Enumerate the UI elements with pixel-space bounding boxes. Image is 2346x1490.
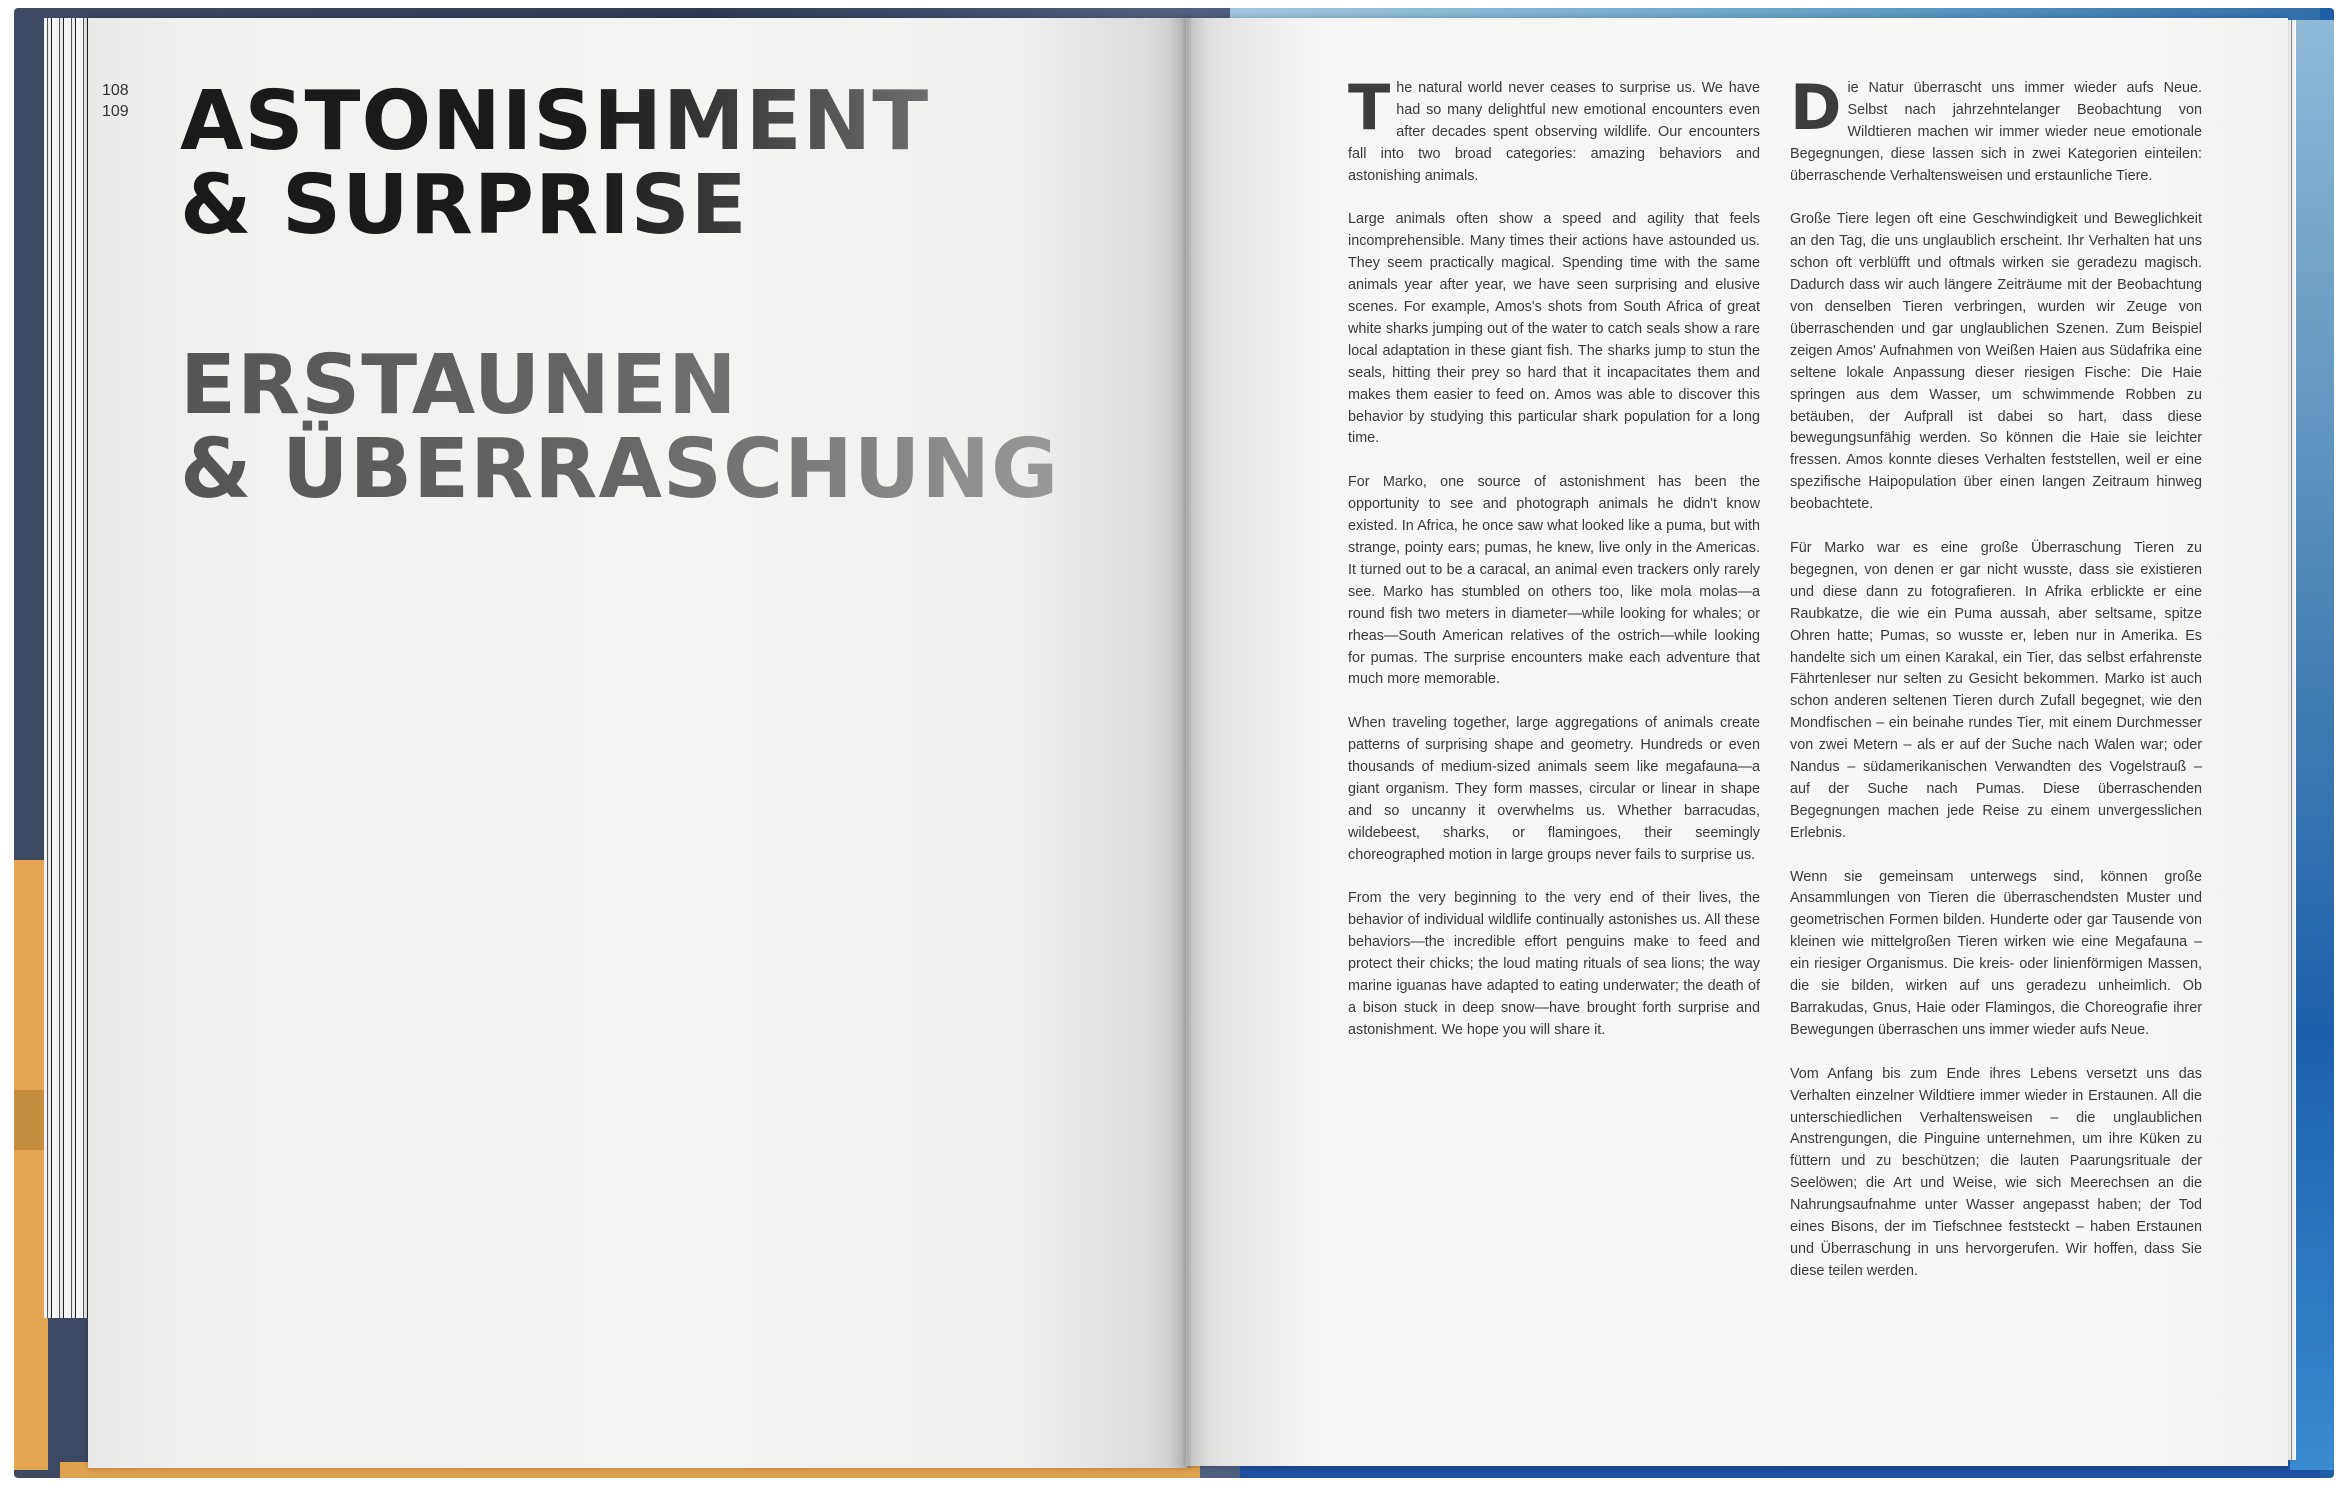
- title-line: ASTONISHMENT: [180, 74, 930, 169]
- title-line: & ÜBERRASCHUNG: [180, 422, 1060, 517]
- cover-bottom-edge-right: [1240, 1466, 2320, 1478]
- paragraph: [1348, 71, 1760, 188]
- paragraph: When traveling together, large aggregations of animals create patterns of surprising shape and geometry. Hundreds or even thousands of medium-sized animals seem like megafauna—a giant organism. They form masses, circular or linear in shape and so uncanny it overwhelms us. Whether barracudas, wildebeest, sharks, or flamingoes, their seemingly choreographed motion in large groups never fails to surprise us.: [1348, 715, 1760, 863]
- paragraph: For Marko, one source of astonishment has been the opportunity to see and photograph animals he didn't know existed. In Africa, he once saw what looked like a puma, but with strange, pointy ears; pumas, he knew, live only in the Americas. It turned out to be a caracal, an animal even trackers only rarely see. Marko has stumbled on others too, like mola molas—a round fish two meters in diameter—while looking for whales; or rheas—South American relatives of the ostrich—while looking for pumas. The surprise encounters make each adventure that much more memorable.: [1348, 474, 1760, 688]
- paragraph: Vom Anfang bis zum Ende ihres Lebens versetzt uns das Verhalten einzelner Wildtiere immer wieder in Erstaunen. All die unterschiedlichen Verhaltensweisen – die unglaublichen Anstrengungen, die Pinguine unternehmen, um ihre Küken zu füttern und zu beschützen; die lauten Paarungsrituale der Seelöwen; die Art und Weise, wie sich Meerechsen an die Nahrungsaufnahme unter Wasser angepasst haben; der Tod eines Bisons, der im Tiefschnee feststeckt – haben Erstaunen und Überraschung in uns hervorgerufen. Wir hoffen, dass Sie diese teilen werden.: [1790, 1065, 2202, 1279]
- spine-gutter: [1168, 18, 1208, 1468]
- paragraph: Large animals often show a speed and agility that feels incomprehensible. Many times their actions have astounded us. They seem practically magical. Spending time with the same animals year after year, we have seen surprising and elusive scenes. For example, Amos's shots from South Africa of great white sharks jumping out of the water to catch seals show a rare local adaptation in these giant fish. The sharks jump to stun the seals, hitting their prey so hard that it incapacitates them and makes them easier to feed on. Amos was able to discover this behavior by studying this particular shark population for a long time.: [1348, 211, 1760, 447]
- chapter-title-english: [180, 74, 930, 253]
- title-line: ERSTAUNEN: [180, 338, 738, 433]
- paragraph-text: he natural world never ceases to surprise us. We have had so many delightful new emotional encounters even after decades spent observing wildlife. Our encounters fall into two broad categories: amazing behaviors and astonishing animals.: [1348, 80, 1760, 184]
- drop-cap: D: [1790, 71, 1842, 144]
- cover-orange-band-dark: [14, 1090, 48, 1150]
- page-number-left: 108: [102, 82, 129, 99]
- german-text-column: [1790, 71, 2202, 1305]
- drop-cap: T: [1348, 71, 1391, 144]
- chapter-title-german: [180, 338, 1060, 517]
- cover-right-edge: [2290, 20, 2334, 1470]
- cover-orange-band: [14, 860, 48, 1470]
- page-edges-left: [44, 18, 92, 1318]
- paragraph: Wenn sie gemeinsam unterwegs sind, können große Ansammlungen von Tieren die überraschendsten Muster und geometrischen Formen bilden. Hunderte oder gar Tausende von kleinen wie mittelgroßen Tieren wirken wie eine Megafauna – ein riesiger Organismus. Die kreis- oder linienförmigen Massen, die sie bilden, wirken auf uns geradezu unheimlich. Ob Barrakudas, Gnus, Haie oder Flamingos, die Choreografie ihrer Bewegungen überraschen uns immer wieder aufs Neue.: [1790, 868, 2202, 1038]
- title-line: & SURPRISE: [180, 158, 748, 253]
- paragraph-text: ie Natur überrascht uns immer wieder aufs Neue. Selbst nach jahrzehntelanger Beobachtung von Wildtieren machen wir immer wieder neue emotionale Begegnungen, diese lassen sich in zwei Kategorien einteilen: überraschende Verhaltensweisen und erstaunliche Tiere.: [1790, 80, 2202, 184]
- paragraph: From the very beginning to the very end of their lives, the behavior of individual wildlife continually astonishes us. All these behaviors—the incredible effort penguins make to feed and protect their chicks; the loud mating rituals of sea lions; the way marine iguanas have adapted to eating underwater; the death of a bison stuck in deep snow—have brought forth surprise and astonishment. We hope you will share it.: [1348, 890, 1760, 1038]
- english-text-column: [1348, 71, 1760, 1064]
- page-numbers: [102, 80, 129, 122]
- paragraph: [1790, 71, 2202, 188]
- paragraph: Große Tiere legen oft eine Geschwindigkeit und Beweglichkeit an den Tag, die uns unglaublich erscheint. Ihr Verhalten hat uns schon oft verblüfft und oftmals wirken sie geradezu magisch. Dadurch dass wir auch längere Zeiträume mit der Beobachtung von denselben Tieren verbringen, wurden wir Zeuge von überraschenden und gar unglaublichen Szenen. Zum Beispiel zeigen Amos' Aufnahmen von Weißen Haien aus Südafrika eine seltene lokale Anpassung dieser riesigen Fische: Die Haie springen aus dem Wasser, um schwimmende Robben zu betäuben, der Aufprall ist dabei so hart, dass diese bewegungsunfähig werden. So können die Haie sie leichter fressen. Amos konnte dieses Verhalten feststellen, weil er eine spezifische Haipopulation über einen langen Zeitraum hinweg beobachtete.: [1790, 211, 2202, 513]
- paragraph: Für Marko war es eine große Überraschung Tieren zu begegnen, von denen er gar nicht wusste, dass sie existieren und diese dann zu fotografieren. In Afrika erblickte er eine Raubkatze, die wie ein Puma aussah, aber seltsame, spitze Ohren hatte; Pumas, so wusste er, leben nur in Amerika. Es handelte sich um einen Karakal, ein Tier, das selbst erfahrenste Fährtenleser nur selten zu Gesicht bekommen. Marko ist auch schon anderen seltenen Tieren durch Zufall begegnet, wie den Mondfischen – ein beinahe rundes Tier, mit einem Durchmesser von zwei Metern – als er auf der Suche nach Walen war; oder Nandus – südamerikanischen Verwandten des Vogelstrauß – auf der Suche nach Pumas. Diese überraschenden Begegnungen machen jede Reise zu einem unvergesslichen Erlebnis.: [1790, 540, 2202, 841]
- page-number-right: 109: [102, 103, 129, 120]
